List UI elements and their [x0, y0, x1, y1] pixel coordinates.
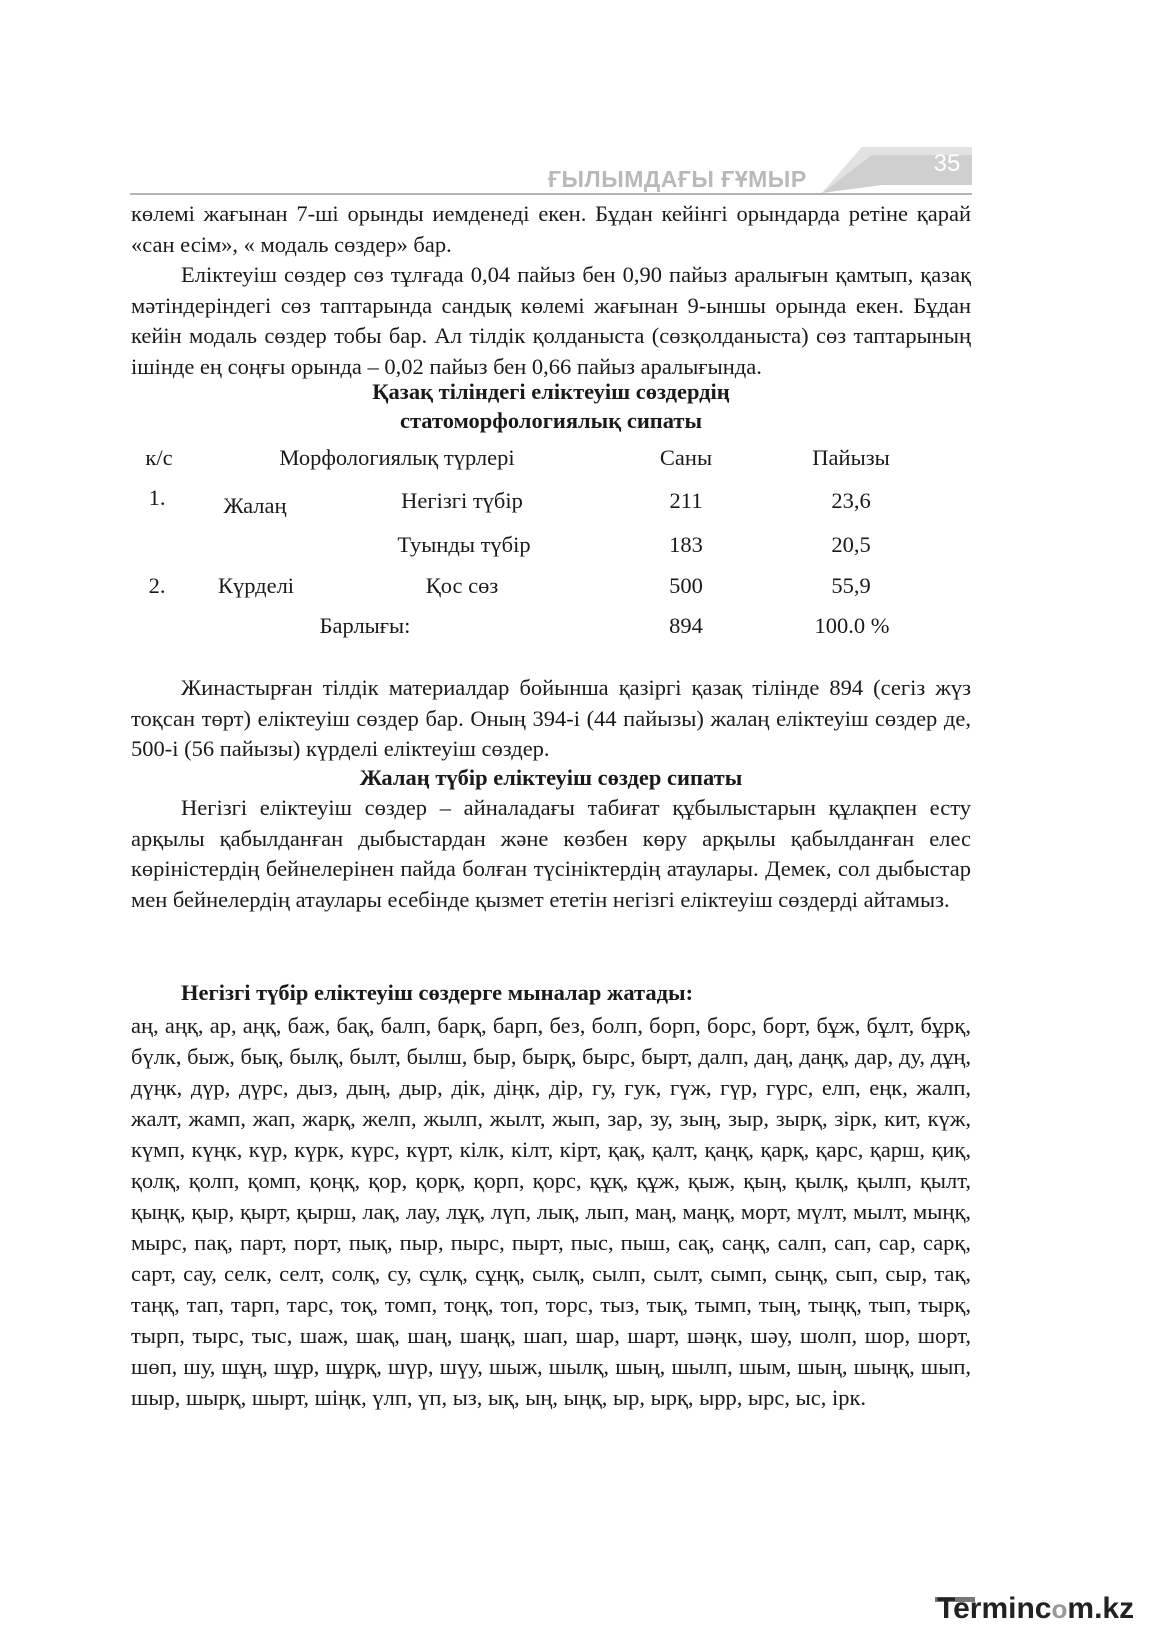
row-2-subtype: Туынды түбір — [397, 532, 531, 557]
paragraph-4 — [131, 793, 971, 915]
row-2-percent: 20,5 — [831, 532, 871, 557]
row-3-subtype: Қос сөз — [425, 573, 499, 598]
table-title-line-1: Қазақ тіліндегі еліктеуіш сөздердің — [372, 379, 730, 404]
row-3-count: 500 — [669, 573, 703, 598]
header-count: Саны — [659, 445, 713, 470]
total-count: 894 — [669, 613, 703, 638]
row-3-percent: 55,9 — [831, 573, 871, 598]
section-heading: Жалаң түбір еліктеуіш сөздер сипаты — [359, 765, 743, 790]
word-list-lead: Негізгі түбір еліктеуіш сөздерге мыналар жатады: — [181, 980, 694, 1005]
header-num: к/с — [145, 445, 173, 470]
paragraph-3-text: Жинастырған тілдік материалдар бойынша қазіргі қазақ тілінде 894 (сегіз жүз тоқсан төрт) еліктеуіш сөздер бар. Оның 394-і (44 пайызы) жалаң еліктеуіш сөздер де, 500-і (56 пайызы) күрделі еліктеуіш сөздер. — [131, 675, 971, 762]
table-title-line-2: статоморфологиялық сипаты — [399, 408, 703, 433]
row-2-count: 183 — [669, 532, 703, 557]
paragraph-2 — [131, 260, 971, 382]
word-list: аң, аңқ, ар, аңқ, баж, бақ, балп, барқ, барп, без, болп, борп, борс, борт, бұж, бұлт, бұрқ, бүлк, быж, бық, былқ, былт, былш, быр, бырқ, бырс, бырт, далп, даң, даңқ, дар, ду, дұң, дүңк, дүр, дүрс, дыз, дың, дыр, дік, діңк, дір, гу, гук, гүж, гүр, гүрс, елп, еңк, жалп, жалт, жамп, жап, жарқ, желп, жылп, жылт, жып, зар, зу, зың, зыр, зырқ, зірк, кит, күж, күмп, күңк, күр, күрк, күрс, күрт, кілк, кілт, кірт, қақ, қалт, қаңқ, қарқ, қарс, қарш, қиқ, қолқ, қолп, қомп, қоңқ, қор, қорқ, қорп, қорс, құқ, құж, қыж, қың, қылқ, қылп, қылт, қыңқ, қыр, қырт, қырш, лақ, лау, лұқ, лүп, лық, лып, маң, маңқ, морт, мүлт, мылт, мыңқ, мырс, пақ, парт, порт, пық, пыр, пырс, пырт, пыс, пыш, сақ, саңқ, салп, сап, сар, сарқ, сарт, сау, селк, селт, солқ, су, сұлқ, сұңқ, сылқ, сылп, сылт, сымп, сыңқ, сып, сыр, тақ, таңқ, тап, тарп, тарс, тоқ, томп, тоңқ, топ, торс, тыз, тық, тымп, тың, тыңқ, тып, тырқ, тырп, тырс, тыс, шаж, шақ, шаң, шаңқ, шап, шар, шарт, шәңк, шәу, шолп, шор, шорт, шөп, шу, шұң, шұр, шұрқ, шүр, шүу, шыж, шылқ, шың, шылп, шым, шың, шыңқ, шып, шыр, шырқ, шырт, шіңк, үлп, үп, ыз, ық, ың, ыңқ, ыр, ырқ, ырр, ырс, ыс, ірк. — [131, 1013, 971, 1410]
row-1-num: 1. — [148, 485, 166, 510]
row-1-count: 211 — [669, 488, 703, 513]
row-3-num: 2. — [148, 573, 166, 598]
paragraph-2-text: Еліктеуіш сөздер сөз тұлғада 0,04 пайыз бен 0,90 пайыз аралығын қамтып, қазақ мәтіндеріндегі сөз таптарында сандық көлемі жағынан 9-ыншы орында екен. Бұдан кейін модаль сөздер тобы бар. Ал тілдік қолданыста (сөзқолданыста) сөз таптарының ішінде ең соңғы орында – 0,02 пайыз бен 0,66 пайыз аралығында. — [131, 262, 971, 379]
row-1-percent: 23,6 — [831, 488, 871, 513]
row-1-subtype: Негізгі түбір — [401, 488, 523, 513]
paragraph-4-text: Негізгі еліктеуіш сөздер – айналадағы табиғат құбылыстарын құлақпен есту арқылы қабылданған дыбыстардан және көзбен көру арқылы қабылданған елес көріністердің бейнелерінен пайда болған түсініктердің атаулары. Демек, сол дыбыстар мен бейнелердің атаулары есебінде қызмет ететін негізгі еліктеуіш сөздерді айтамыз. — [131, 795, 971, 912]
page-number: 35 — [933, 150, 961, 177]
row-3-group: Күрделі — [217, 573, 295, 598]
paragraph-3 — [131, 673, 971, 765]
paragraph-1: көлемі жағынан 7-ші орынды иемденеді екен. Бұдан кейінгі орындарда ретіне қарай «сан есім», « модаль сөздер» бар. — [131, 201, 971, 257]
header-rule — [130, 193, 972, 195]
row-1-group: Жалаң — [223, 493, 287, 518]
header-types: Морфологиялық түрлері — [279, 445, 515, 470]
watermark-logo: Termincom.kz — [937, 1592, 1135, 1625]
total-percent: 100.0 % — [814, 613, 890, 638]
running-header-title: ҒЫЛЫМДАҒЫ ҒҰМЫР — [548, 166, 807, 192]
total-label: Барлығы: — [319, 613, 411, 638]
header-percent: Пайызы — [812, 445, 890, 470]
